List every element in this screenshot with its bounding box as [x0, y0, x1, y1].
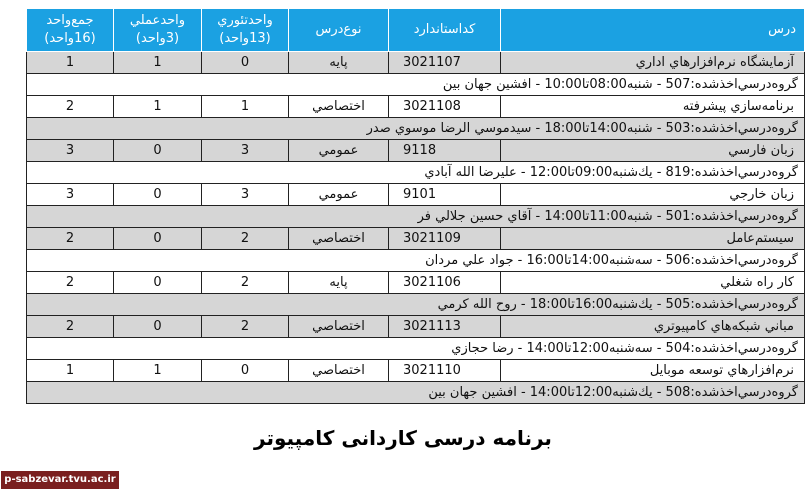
course-total-units: 2 — [27, 316, 114, 338]
course-practical-units: 0 — [114, 316, 202, 338]
course-code: 3021108 — [389, 96, 501, 118]
course-code: 9101 — [389, 184, 501, 206]
course-group-info: گروه‌درسي‌اخذشده:508 - يك‌شنبه12:00تا14:00 - افشين جهان بين — [27, 382, 805, 404]
course-total-units: 1 — [27, 52, 114, 74]
course-name: آزمايشگاه نرم‌افزارهاي اداري — [501, 52, 805, 74]
course-code: 3021109 — [389, 228, 501, 250]
course-name: نرم‌افزارهاي توسعه موبايل — [501, 360, 805, 382]
course-practical-units: 0 — [114, 228, 202, 250]
course-row — [27, 272, 805, 294]
course-group-info: گروه‌درسي‌اخذشده:819 - يك‌شنبه09:00تا12:00 - عليرضا الله آبادي — [27, 162, 805, 184]
course-group-info: گروه‌درسي‌اخذشده:503 - شنبه14:00تا18:00 - سيدموسي الرضا موسوي صدر — [27, 118, 805, 140]
group-row — [27, 338, 805, 360]
course-total-units: 2 — [27, 228, 114, 250]
course-code: 3021113 — [389, 316, 501, 338]
course-row — [27, 316, 805, 338]
header-theory: واحدتئوري (13واحد) — [202, 9, 289, 52]
header-course: درس — [501, 9, 805, 52]
course-theory-units: 3 — [202, 140, 289, 162]
course-type: عمومي — [289, 184, 389, 206]
course-group-info: گروه‌درسي‌اخذشده:504 - سه‌شنبه12:00تا14:00 - رضا حجازي — [27, 338, 805, 360]
course-practical-units: 0 — [114, 272, 202, 294]
course-total-units: 1 — [27, 360, 114, 382]
course-theory-units: 3 — [202, 184, 289, 206]
header-total: جمع‌واحد (16واحد) — [27, 9, 114, 52]
header-type: نوع‌درس — [289, 9, 389, 52]
course-theory-units: 0 — [202, 52, 289, 74]
course-type: اختصاصي — [289, 316, 389, 338]
header-code: كداستاندارد — [389, 9, 501, 52]
course-code: 9118 — [389, 140, 501, 162]
group-row — [27, 206, 805, 228]
site-watermark: p-sabzevar.tvu.ac.ir — [0, 470, 120, 490]
course-schedule-table — [26, 8, 805, 404]
page-caption: برنامه درسی کاردانی کامپیوتر — [254, 426, 552, 450]
course-type: پايه — [289, 272, 389, 294]
course-type: پايه — [289, 52, 389, 74]
course-group-info: گروه‌درسي‌اخذشده:505 - يك‌شنبه16:00تا18:00 - روح الله كرمي — [27, 294, 805, 316]
course-name: سيستم‌عامل — [501, 228, 805, 250]
course-type: اختصاصي — [289, 228, 389, 250]
header-practical: واحدعملي (3واحد) — [114, 9, 202, 52]
course-theory-units: 1 — [202, 96, 289, 118]
course-code: 3021110 — [389, 360, 501, 382]
course-practical-units: 0 — [114, 184, 202, 206]
course-group-info: گروه‌درسي‌اخذشده:507 - شنبه08:00تا10:00 - افشين جهان بين — [27, 74, 805, 96]
course-practical-units: 1 — [114, 52, 202, 74]
group-row — [27, 294, 805, 316]
course-total-units: 3 — [27, 184, 114, 206]
course-row — [27, 184, 805, 206]
course-group-info: گروه‌درسي‌اخذشده:501 - شنبه11:00تا14:00 - آقاي حسين جلالي فر — [27, 206, 805, 228]
course-theory-units: 2 — [202, 272, 289, 294]
course-name: مباني شبكه‌هاي كامپيوتري — [501, 316, 805, 338]
group-row — [27, 74, 805, 96]
course-theory-units: 2 — [202, 228, 289, 250]
table-header-row — [27, 9, 805, 52]
course-practical-units: 1 — [114, 360, 202, 382]
course-total-units: 2 — [27, 96, 114, 118]
course-row — [27, 96, 805, 118]
course-type: اختصاصي — [289, 96, 389, 118]
course-code: 3021106 — [389, 272, 501, 294]
course-row — [27, 228, 805, 250]
group-row — [27, 118, 805, 140]
table-body — [27, 52, 805, 404]
course-practical-units: 0 — [114, 140, 202, 162]
course-group-info: گروه‌درسي‌اخذشده:506 - سه‌شنبه14:00تا16:00 - جواد علي مردان — [27, 250, 805, 272]
course-total-units: 2 — [27, 272, 114, 294]
course-row — [27, 52, 805, 74]
course-type: اختصاصي — [289, 360, 389, 382]
group-row — [27, 382, 805, 404]
course-theory-units: 0 — [202, 360, 289, 382]
course-practical-units: 1 — [114, 96, 202, 118]
course-row — [27, 140, 805, 162]
group-row — [27, 162, 805, 184]
course-code: 3021107 — [389, 52, 501, 74]
course-total-units: 3 — [27, 140, 114, 162]
course-row — [27, 360, 805, 382]
group-row — [27, 250, 805, 272]
course-name: زبان فارسي — [501, 140, 805, 162]
course-theory-units: 2 — [202, 316, 289, 338]
course-name: برنامه‌سازي پيشرفته — [501, 96, 805, 118]
course-name: كار راه شغلي — [501, 272, 805, 294]
course-name: زبان خارجي — [501, 184, 805, 206]
course-type: عمومي — [289, 140, 389, 162]
